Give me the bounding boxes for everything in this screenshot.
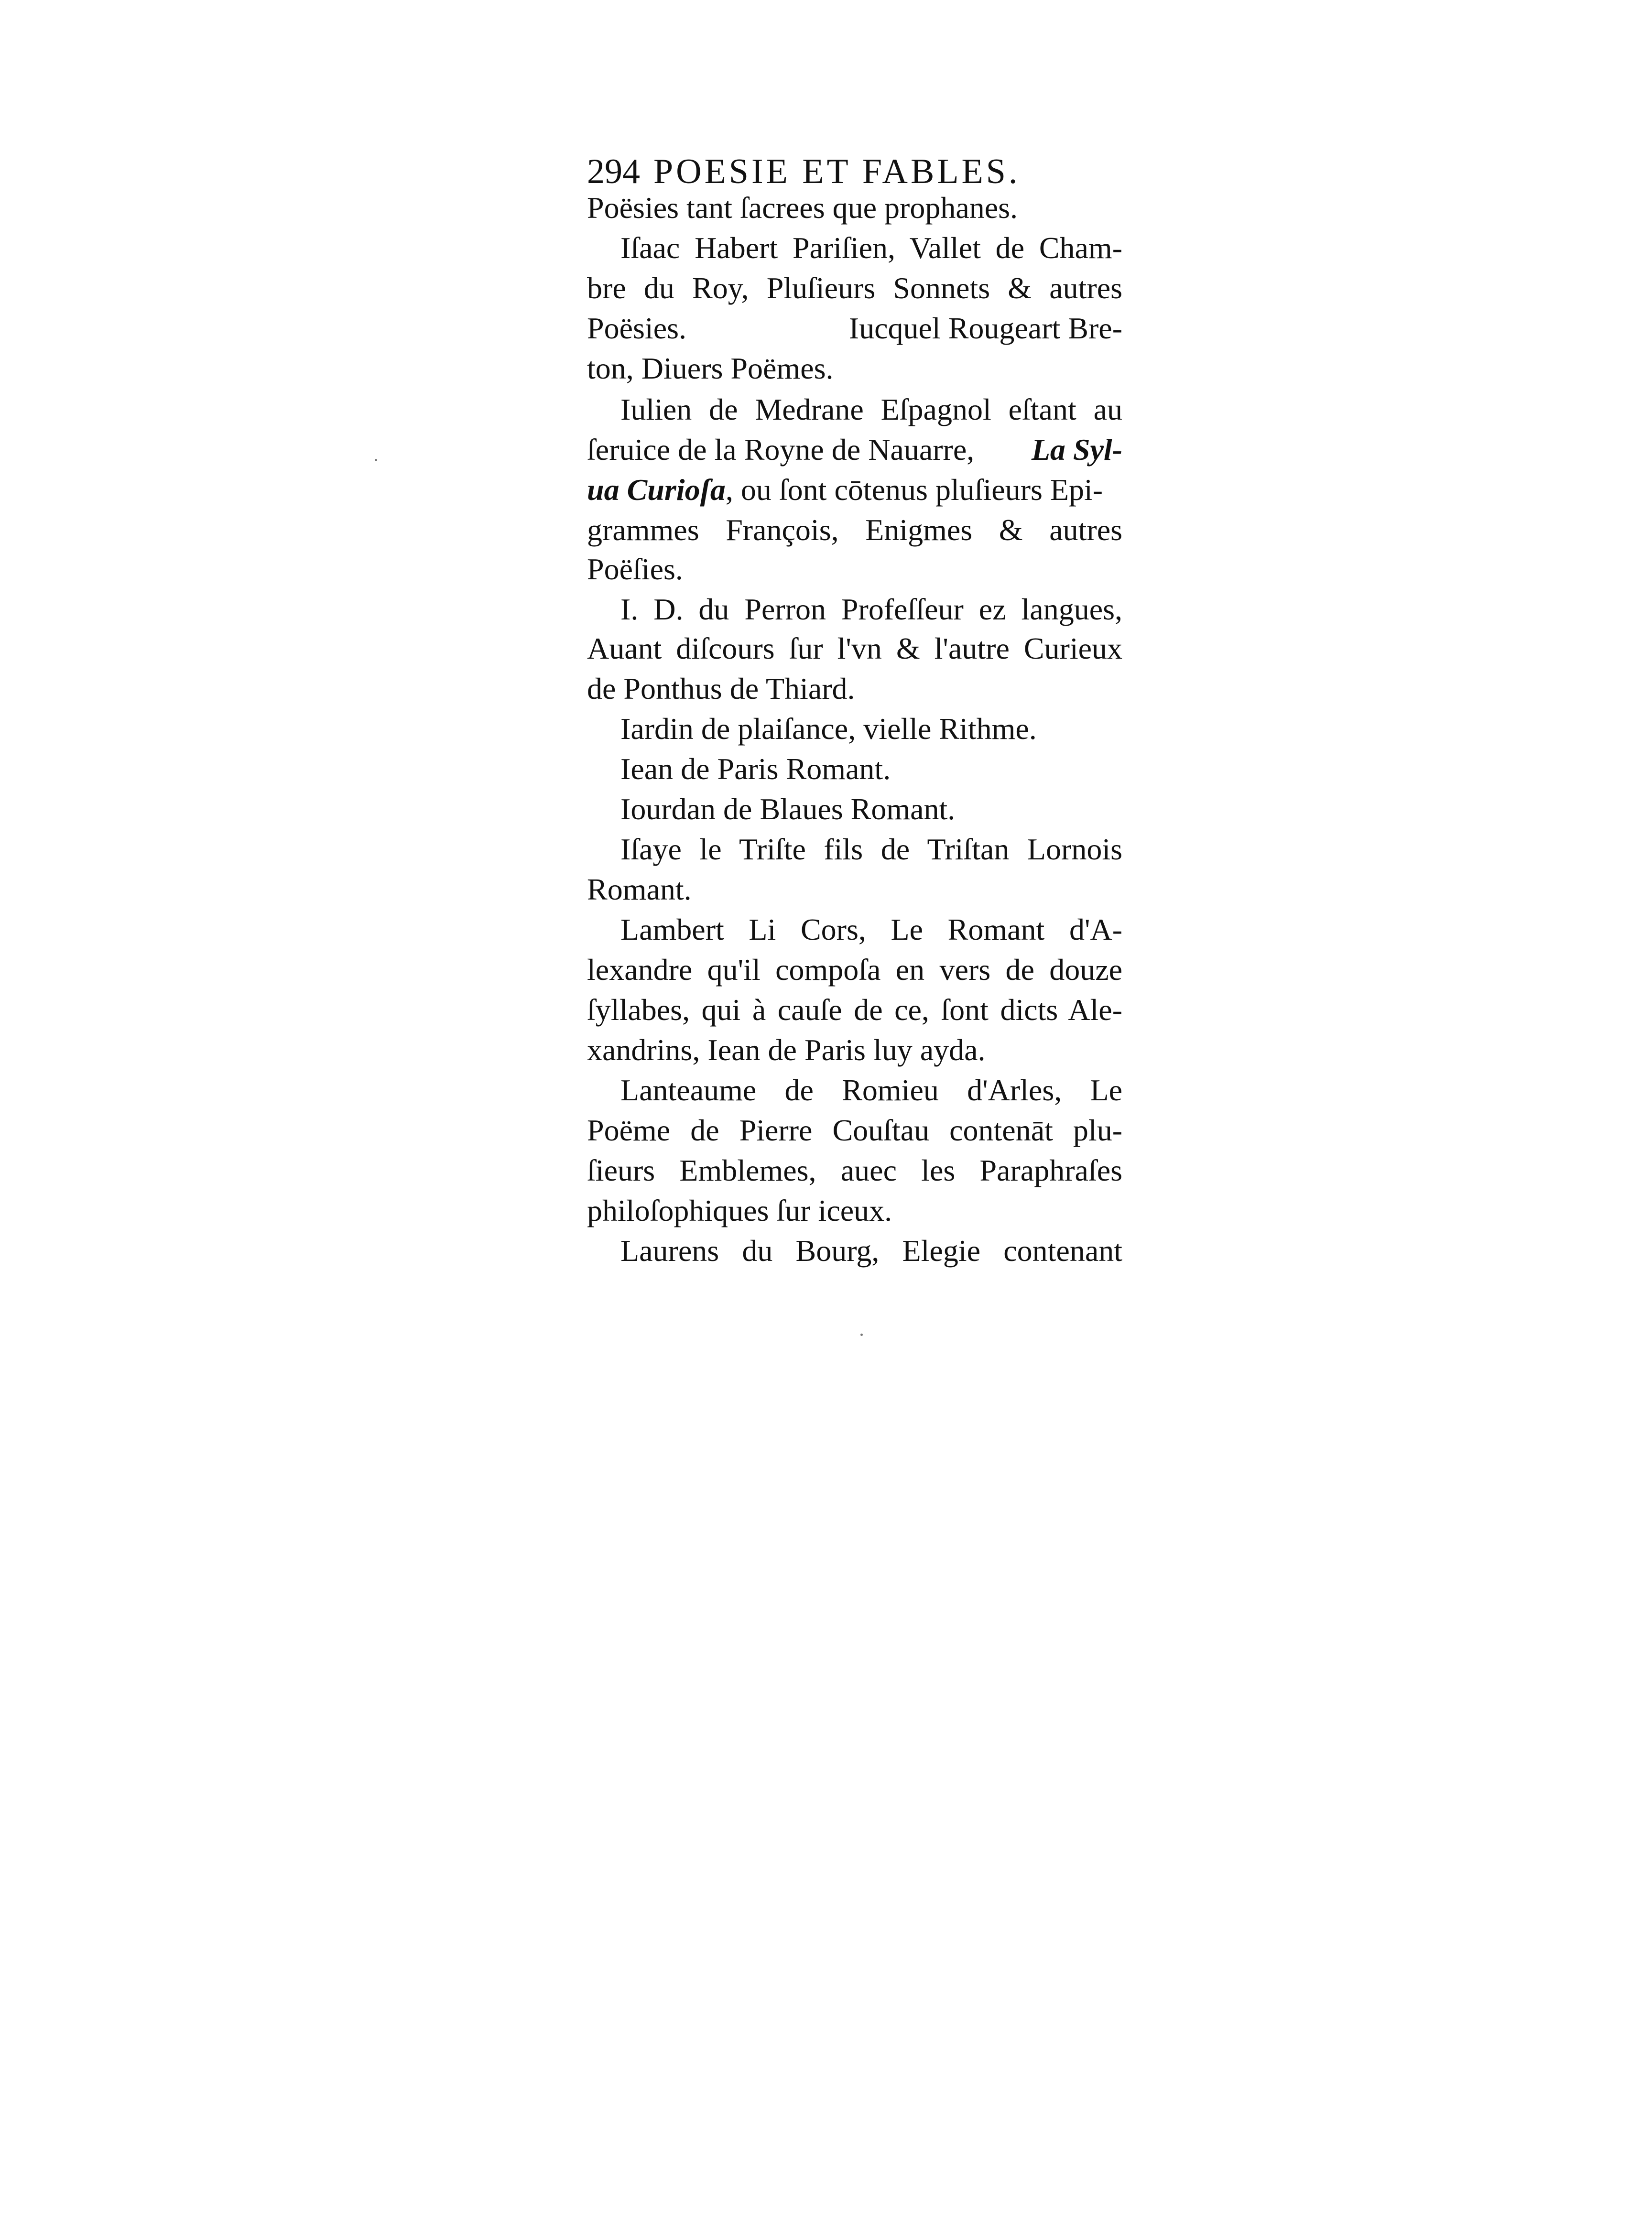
line-segment: Iucquel Rougeart Bre-	[848, 311, 1122, 345]
line-segment: Poësies.	[587, 311, 686, 345]
text-line: Poëſies.	[587, 552, 683, 586]
text-line: I. D. du Perron Profeſſeur ez langues,	[620, 592, 1122, 626]
scan-speck	[375, 459, 377, 461]
italic-title: ua Curioſa	[587, 473, 726, 507]
line-segment: ſeruice de la Royne de Nauarre,	[587, 433, 975, 467]
text-line: Poëme de Pierre Couſtau contenāt plu-	[587, 1113, 1122, 1147]
text-line: ſyllabes, qui à cauſe de ce, ſont dicts Ale-	[587, 993, 1122, 1027]
text-line: xandrins, Iean de Paris luy ayda.	[587, 1033, 986, 1067]
text-line: bre du Roy, Pluſieurs Sonnets & autres	[587, 271, 1122, 305]
running-title: POESIE ET FABLES.	[653, 152, 1021, 191]
running-header	[587, 151, 1122, 192]
text-line	[587, 469, 1122, 510]
text-line: de Ponthus de Thiard.	[587, 672, 855, 706]
page-number: 294	[587, 152, 640, 191]
text-line: grammes François, Enigmes & autres	[587, 513, 1122, 547]
text-line: Iourdan de Blaues Romant.	[620, 792, 956, 826]
text-line: Lanteaume de Romieu d'Arles, Le	[620, 1073, 1122, 1107]
italic-title: La Syl-	[1031, 433, 1122, 467]
text-line	[587, 308, 1122, 349]
scan-speck	[860, 1334, 863, 1336]
text-line: Iulien de Medrane Eſpagnol eſtant au	[620, 392, 1122, 426]
text-line: Poësies tant ſacrees que prophanes.	[587, 191, 1018, 225]
text-line: Iſaac Habert Pariſien, Vallet de Cham-	[620, 231, 1122, 265]
text-line: ton, Diuers Poëmes.	[587, 351, 834, 385]
text-line: Iſaye le Triſte fils de Triſtan Lornois	[620, 832, 1122, 866]
text-line: Laurens du Bourg, Elegie contenant	[620, 1234, 1122, 1268]
text-line: Iardin de plaiſance, vielle Rithme.	[620, 712, 1037, 746]
line-segment: , ou ſont cōtenus pluſieurs Epi-	[725, 473, 1103, 507]
text-line: lexandre qu'il compoſa en vers de douze	[587, 953, 1122, 987]
text-line: Auant diſcours ſur l'vn & l'autre Curieux	[587, 631, 1122, 665]
text-line: Iean de Paris Romant.	[620, 752, 891, 786]
text-line	[587, 429, 1122, 470]
text-line: Romant.	[587, 872, 692, 906]
text-line: ſieurs Emblemes, auec les Paraphraſes	[587, 1153, 1122, 1187]
text-line: Lambert Li Cors, Le Romant d'A-	[620, 912, 1122, 946]
text-line: philoſophiques ſur iceux.	[587, 1194, 892, 1227]
